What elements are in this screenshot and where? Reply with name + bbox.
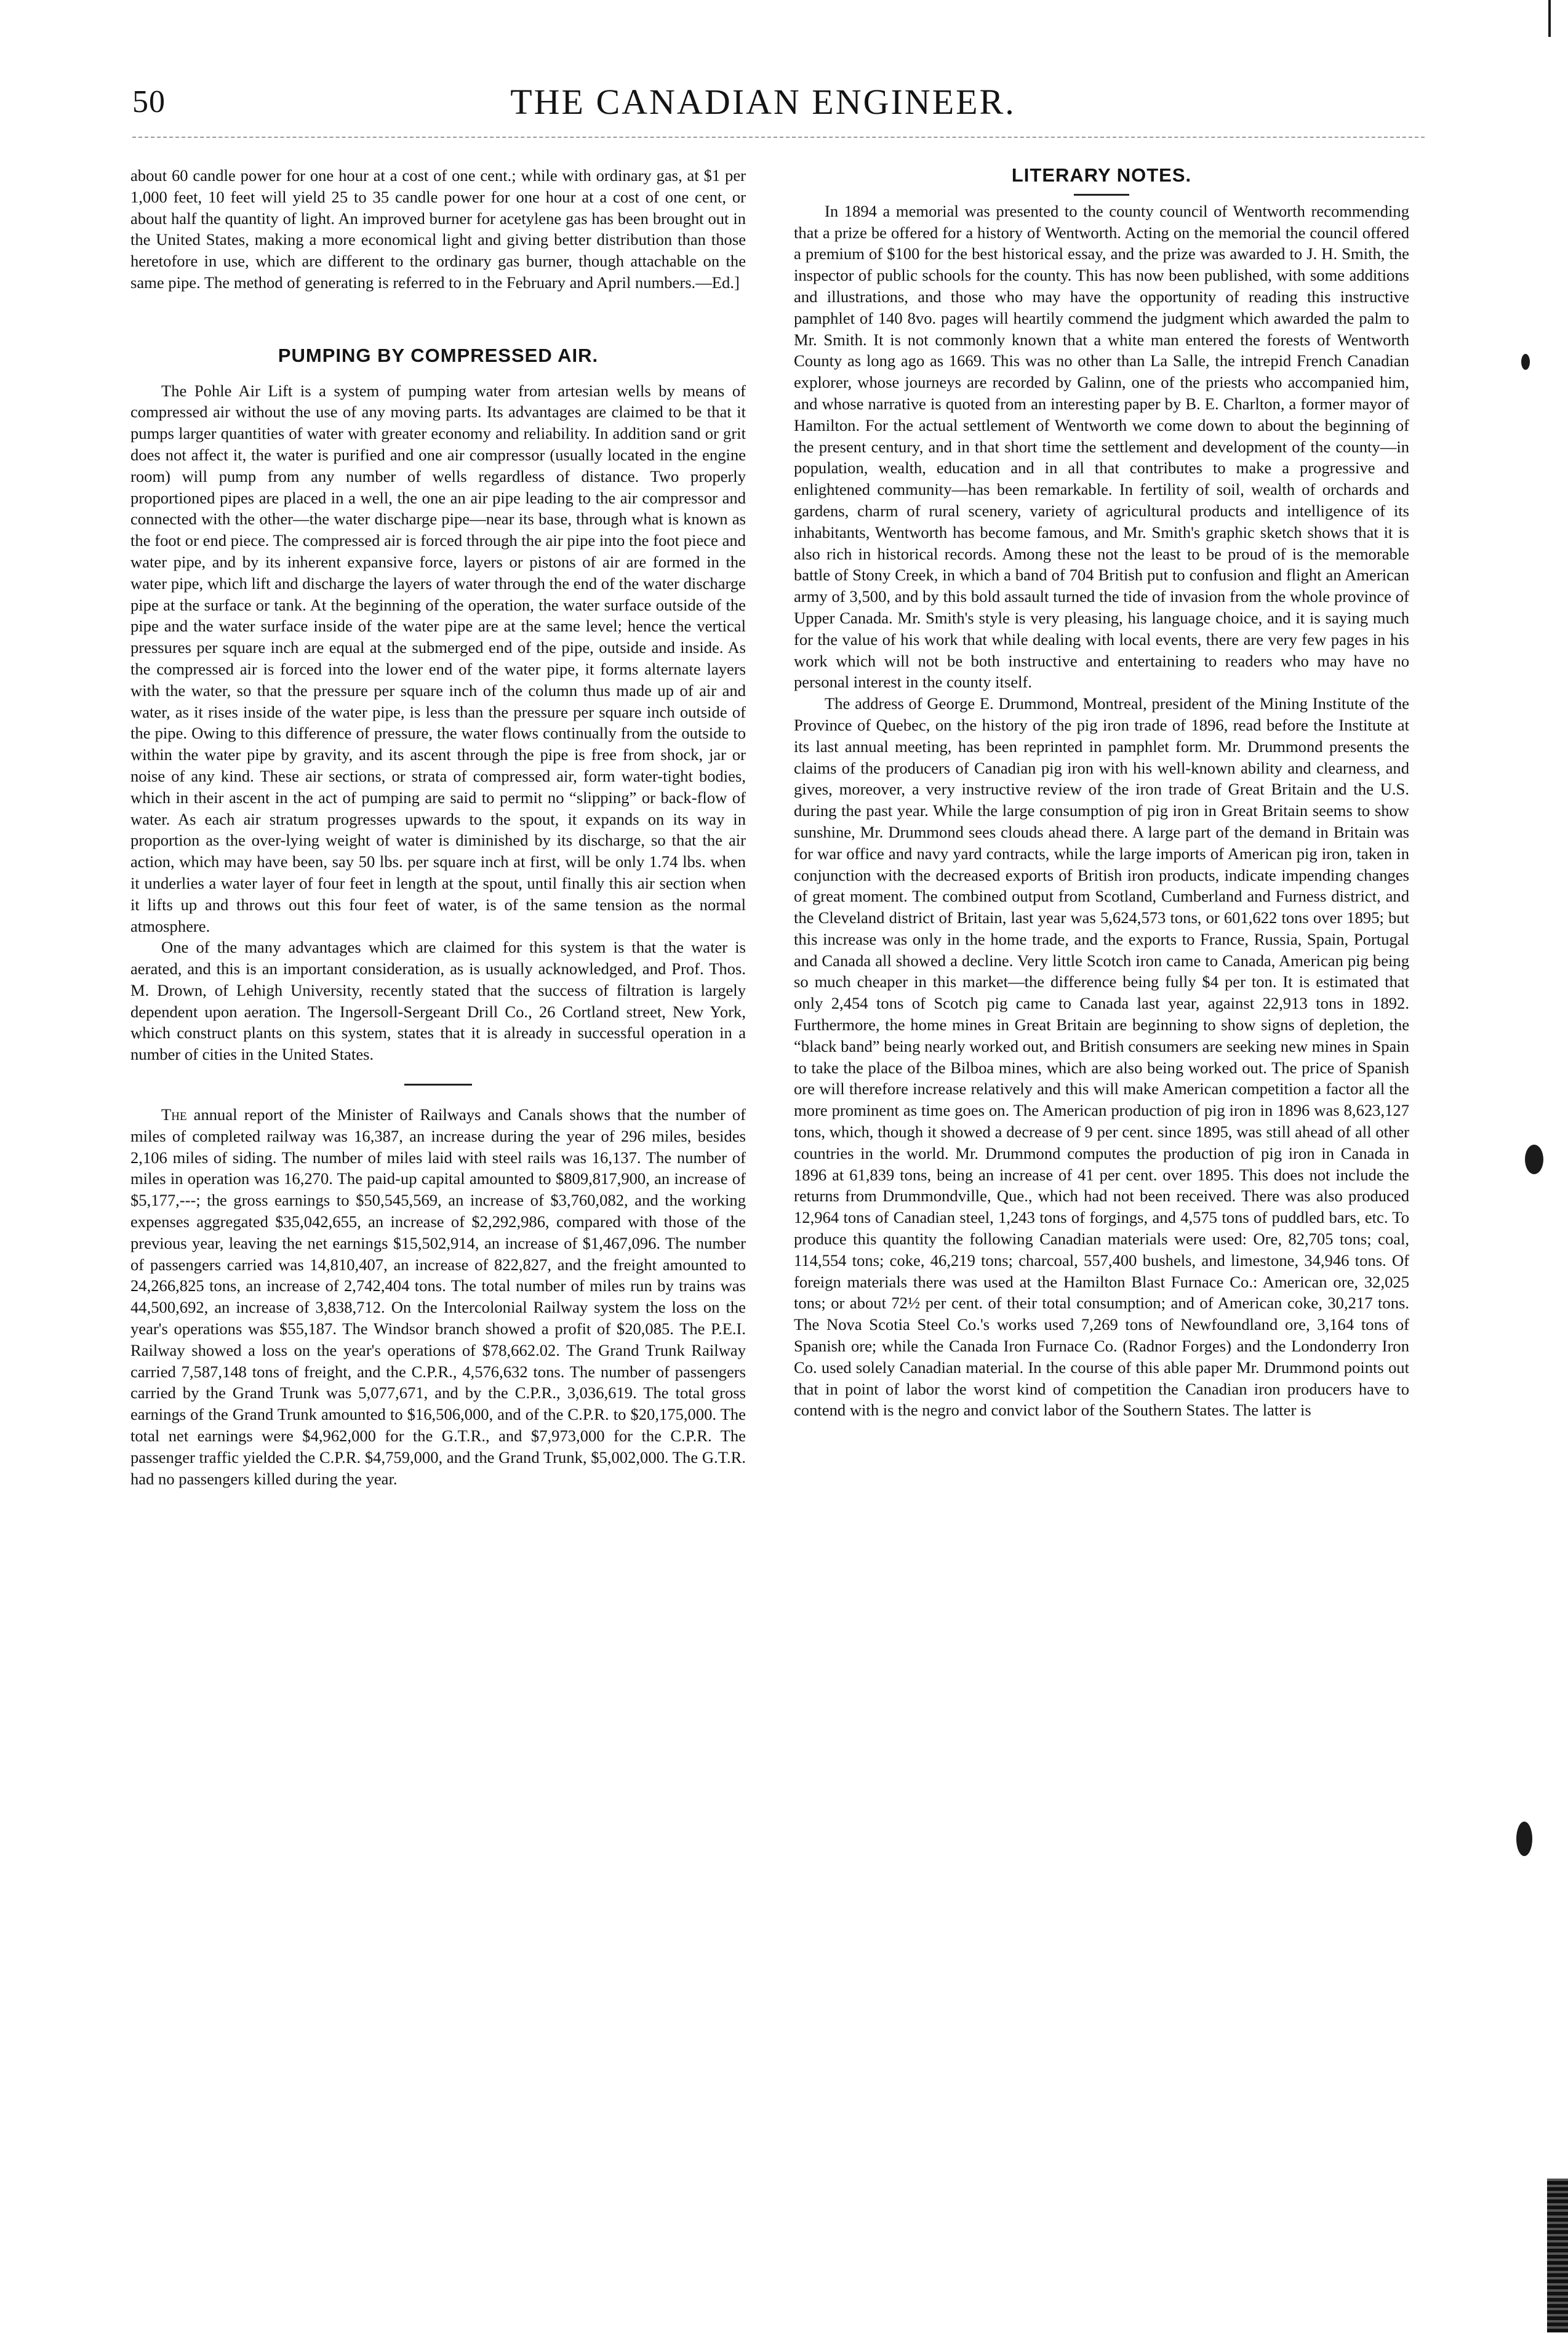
wentworth-paragraph: In 1894 a memorial was presented to the county council of Wentworth recommending that a prize be offered for a history of Wentworth. Acting on the memorial the council offered a premium of $100 for the best historical essay, and the prize was awarded to J. H. Smith, the inspector of public schools for the county. This has now been published, with some additions and illustrations, and those who may have the opportunity of reading this instructive pamphlet of 140 8vo. pages will heartily commend the judgment which awarded the palm to Mr. Smith. It is not commonly known that a white man entered the forests of Wentworth County as long ago as 1669. This was no other than La Salle, the intrepid French Canadian explorer, whose journeys are recorded by Galinn, one of the priests who accompanied him, and whose narrative is quoted from an interesting paper by B. E. Charlton, a former mayor of Hamilton. For the actual settlement of Wentworth we come down to about the beginning of the present century, and in that short time the settlement and development of the county—in population, wealth, education and in all that contributes to make a progressive and enlightened community—has been remarkable. In fertility of soil, wealth of orchards and gardens, charm of rural scenery, variety of agricultural products and intelligence of its inhabitants, Wentworth has become famous, and Mr. Smith's graphic sketch shows that it is also rich in historical records. Among these not the least to be proud of is the memorable battle of Stony Creek, in which a band of 704 British put to confusion and flight an American army of 3,500, and by this bold assault turned the tide of invasion from the whole province of Upper Canada. Mr. Smith's style is very pleasing, his language choice, and it is saying much for the value of his work that while dealing with local events, there are very few pages in his work which will not be both instructive and entertaining to readers who may have no personal interest in the county itself. xyxy=(794,201,1409,692)
header-rule xyxy=(132,137,1425,138)
literary-heading: LITERARY NOTES. xyxy=(1011,164,1192,186)
drummond-paragraph: The address of George E. Drummond, Montreal, president of the Mining Institute of the Province of Quebec, on the history of the pig iron trade of 1896, read before the Institute at its last annual meeting, has been reprinted in pamphlet form. Mr. Drummond presents the claims of the producers of Canadian pig iron with his well-known ability and clearness, and gives, moreover, a very instructive review of the iron trade of Great Britain and the U.S. during the past year. While the large consumption of pig iron in Great Britain seems to show sunshine, Mr. Drummond sees clouds ahead there. A large part of the demand in Britain was for war office and navy yard contracts, while the large imports of American pig iron, taken in conjunction with the decreased exports of British iron products, indicate impending changes of great moment. The combined output from Scotland, Cumberland and Furness district, and the Cleveland district of Britain, last year was 5,624,573 tons, or 601,622 tons over 1895; but this increase was only in the home trade, and the exports to France, Russia, Spain, Portugal and Canada all showed a decline. Very little Scotch iron came to Canada, American pig being so much cheaper in this market—the difference being fully $4 per ton. It is estimated that only 2,454 tons of Scotch pig came to Canada last year, against 22,913 tons in 1892. Furthermore, the home mines in Great Britain are beginning to show signs of depletion, the “black band” being nearly worked out, and British consumers are seeking new mines in Spain to take the place of the Bilboa mines, which are also being worked out. The price of Spanish ore will therefore increase relatively and this will make American competition a factor all the more prominent as time goes on. The American production of pig iron in 1896 was 8,623,127 tons, which, though it showed a decrease of 9 per cent. since 1895, was still ahead of all other countries in the world. Mr. Drummond computes the production of pig iron in Canada in 1896 at 61,839 tons, being an increase of 41 per cent. over 1895. This does not include the returns from Drummondville, Que., which had not been received. There was also produced 12,964 tons of Canadian steel, 1,243 tons of forgings, and 4,575 tons of puddled bars, etc. To produce this quantity the following Canadian materials were used: Ore, 82,705 tons; coal, 114,554 tons; coke, 46,219 tons; charcoal, 557,400 bushels, and limestone, 34,946 tons. Of foreign materials there was used at the Hamilton Blast Furnace Co.: American ore, 32,025 tons; or about 72½ per cent. of their total consumption; and of American coke, 30,217 tons. The Nova Scotia Steel Co.'s works used 7,269 tons of Newfoundland ore, 3,164 tons of Spanish ore; while the Canada Iron Furnace Co. (Radnor Forges) and the Londonderry Iron Co. used solely Canadian material. In the course of this able paper Mr. Drummond points out that in point of labor the worst kind of competition the Canadian iron producers have to contend with is the negro and convict labor of the Southern States. The latter is xyxy=(794,694,1409,1420)
scan-edge-bar xyxy=(1547,2179,1568,2332)
ink-blot xyxy=(1521,354,1530,370)
page-number: 50 xyxy=(132,84,166,119)
section-divider xyxy=(404,1084,472,1086)
ink-blot xyxy=(1516,1822,1532,1856)
left-column xyxy=(130,165,746,1489)
railways-text: annual report of the Minister of Railways and Canals shows that the number of miles of completed railway was 16,387, an increase during the year of 296 miles, besides 2,106 miles of siding. The number of miles laid with steel rails was 16,137. The number of miles in operation was 16,270. The paid-up capital amounted to $809,817,900, an increase of $5,177,---; the gross earnings to $50,545,569, an increase of $3,760,082, and the working expenses aggregated $35,042,655, an increase of $2,292,986, compared with those of the previous year, leaving the net earnings $15,502,914, an increase of $1,467,096. The number of passengers carried was 14,810,407, an increase of 822,827, and the freight amounted to 24,266,825 tons, an increase of 2,742,404 tons. The total number of miles run by trains was 44,500,692, an increase of 3,838,712. On the Intercolonial Railway system the loss on the year's operations was $55,187. The Windsor branch showed a profit of $20,085. The P.E.I. Railway showed a loss on the year's operations of $78,662.02. The Grand Trunk Railway carried 7,587,148 tons of freight, and the C.P.R., 4,576,632 tons. The number of passengers carried by the Grand Trunk was 5,077,671, and by the C.P.R., 3,036,619. The total gross earnings of the Grand Trunk amounted to $16,506,000, and of the C.P.R. to $20,175,000. The total net earnings were $4,962,000 for the G.T.R., and $7,973,000 for the C.P.R. The passenger traffic yielded the C.P.R. $4,759,000, and the Grand Trunk, $5,002,000. The G.T.R. had no passengers killed during the year. xyxy=(130,1105,746,1488)
heading-rule xyxy=(1074,194,1129,196)
pumping-paragraph-1: The Pohle Air Lift is a system of pumping water from artesian wells by means of compressed air without the use of any moving parts. Its advantages are claimed to be that it pumps larger quantities of water with greater economy and reliability. In addition sand or grit does not affect it, the water is purified and one air compressor (usually located in the engine room) will pump from any number of wells regardless of distance. Two properly proportioned pipes are placed in a well, the one an air pipe leading to the air compressor and connected with the other—the water discharge pipe—near its base, through what is known as the foot or end piece. The compressed air is forced through the air pipe into the foot piece and water pipe, and by its inherent expansive force, layers or pistons of air are formed in the water pipe, which lift and discharge the layers of water through the end of the water discharge pipe at the surface or tank. At the beginning of the operation, the water surface outside of the pipe and the water surface inside of the water pipe are at the same level; hence the vertical pressures per square inch are equal at the submerged end of the pipe, outside and inside. As the compressed air is forced into the lower end of the water pipe, it forms alternate layers with the water, so that the pressure per square inch of the column thus made up of air and water, as it rises inside of the water pipe, is less than the pressure per square inch outside of the pipe. Owing to this difference of pressure, the water flows continually from the outside to within the water pipe by gravity, and its ascent through the pipe is free from shock, jar or noise of any kind. These air sections, or strata of compressed air, form water-tight bodies, which in their ascent in the act of pumping are said to permit no “slipping” or back-flow of water. As each air stratum progresses upwards to the spout, it expands on its way in proportion as the over-lying weight of water is diminished by its discharge, so that the air action, which may have been, say 50 lbs. per square inch at first, will be only 1.74 lbs. when it underlies a water layer of four feet in length at the spout, until finally this air section when it lifts up and throws out this four feet of water, is of the same tension as the normal atmosphere. xyxy=(130,381,746,935)
pumping-heading: PUMPING BY COMPRESSED AIR. xyxy=(278,344,599,366)
railways-paragraph xyxy=(130,1104,746,1489)
page-header xyxy=(132,74,1394,129)
journal-title: THE CANADIAN ENGINEER. xyxy=(510,82,1016,122)
pumping-paragraph-2: One of the many advantages which are claimed for this system is that the water is aerated, and this is an important consideration, as is usually acknowledged, and Prof. Thos. M. Drown, of Lehigh University, recently stated that the success of filtration is largely dependent upon aeration. The Ingersoll-Sergeant Drill Co., 26 Cortland street, New York, which construct plants on this system, states that it is already in successful operation in a number of cities in the United States. xyxy=(130,938,746,1064)
right-column xyxy=(794,165,1409,1421)
acetylene-paragraph: about 60 candle power for one hour at a cost of one cent.; while with ordinary gas, at $1 per 1,000 feet, 10 feet will yield 25 to 35 candle power for one hour at a cost of one cent, or about half the quantity of light. An improved burner for acetylene gas has been brought out in the United States, making a more economical light and giving better distribution than those heretofore in use, which are different to the ordinary gas burner, though attachable on the same pipe. The method of generating is referred to in the February and April numbers.—Ed.] xyxy=(130,166,746,292)
scan-edge-line xyxy=(1548,0,1551,37)
scan-edge-marks xyxy=(1513,0,1568,2333)
ink-blot xyxy=(1525,1145,1543,1174)
railways-lead-word: The xyxy=(161,1105,187,1124)
